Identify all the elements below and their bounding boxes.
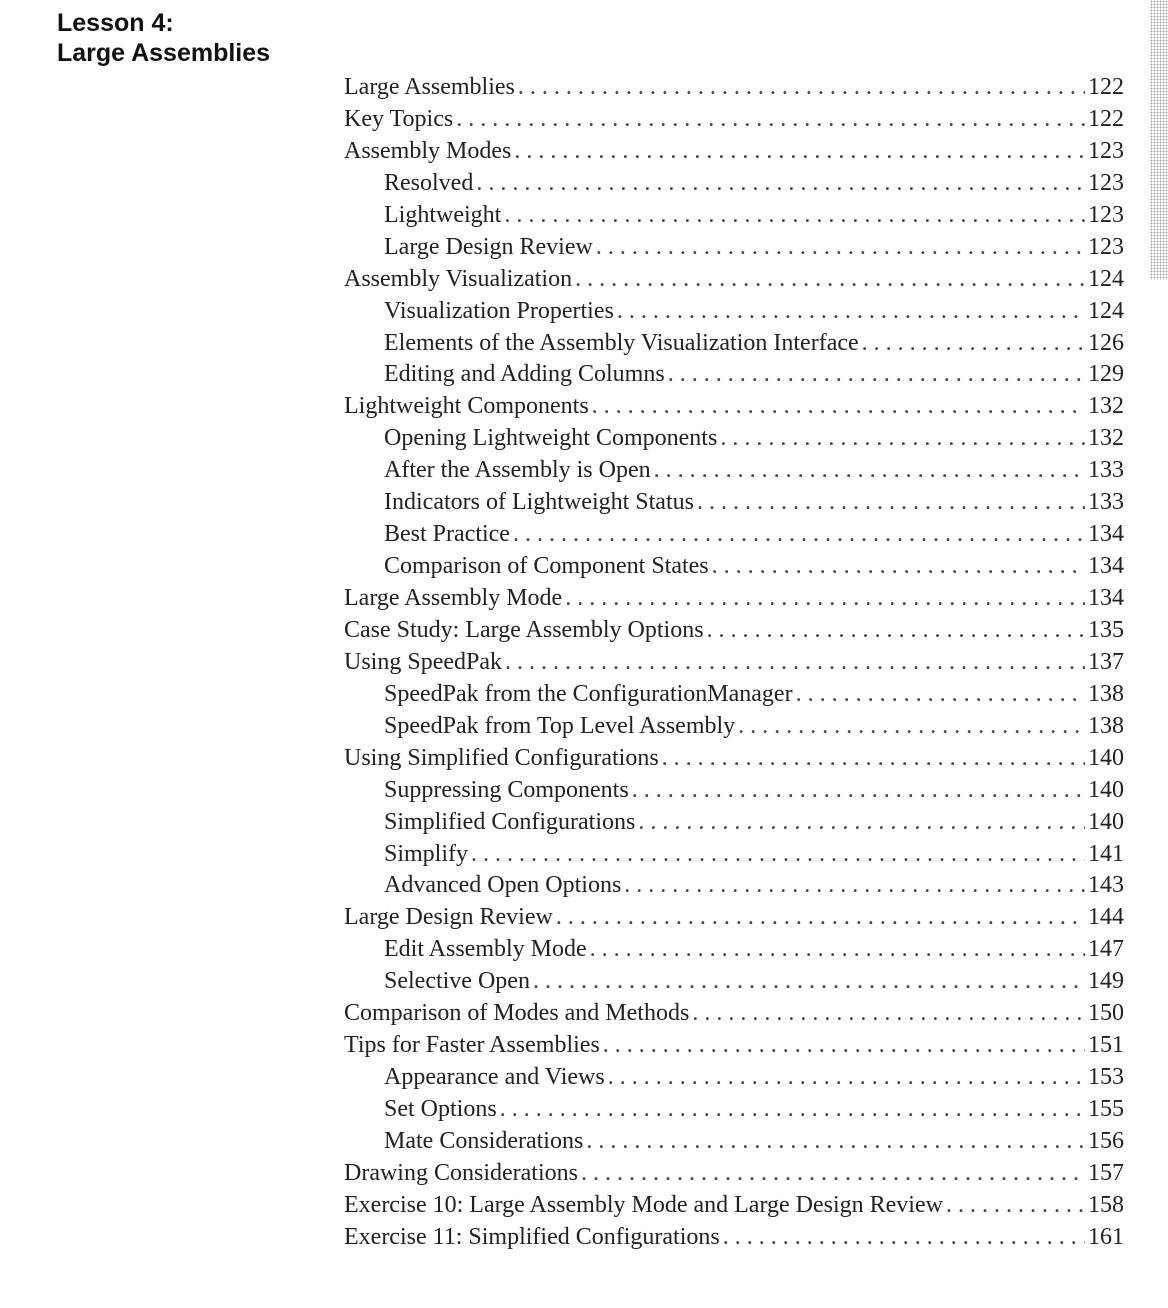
toc-entry-title: Tips for Faster Assemblies <box>344 1032 600 1059</box>
toc-entry-page-number: 124 <box>1088 297 1124 324</box>
toc-entry-title: Simplify <box>384 840 469 867</box>
toc-entry[interactable] <box>344 807 1124 839</box>
dot-leader <box>668 359 1085 391</box>
toc-entry-title: Opening Lightweight Components <box>384 425 718 452</box>
toc-entry-page-number: 123 <box>1088 201 1124 228</box>
dot-leader <box>592 391 1085 423</box>
toc-entry[interactable] <box>344 1190 1124 1222</box>
toc-entry-title: Exercise 10: Large Assembly Mode and Large Design Review <box>344 1191 943 1218</box>
toc-entry[interactable] <box>344 1222 1124 1254</box>
toc-entry-page-number: 157 <box>1088 1159 1124 1186</box>
toc-entry-page-number: 138 <box>1088 680 1124 707</box>
toc-entry-title: Large Assemblies <box>344 74 515 100</box>
toc-entry-page-number: 134 <box>1088 521 1124 548</box>
toc-entry[interactable] <box>344 870 1124 902</box>
dot-leader <box>513 519 1085 551</box>
toc-entry[interactable] <box>344 679 1124 711</box>
dot-leader <box>723 1222 1085 1254</box>
toc-entry-page-number: 141 <box>1088 840 1124 867</box>
toc-entry-title: Lightweight <box>384 201 502 228</box>
dot-leader <box>504 200 1085 232</box>
toc-entry-title: Case Study: Large Assembly Options <box>344 616 704 643</box>
toc-entry[interactable] <box>344 168 1124 200</box>
toc-entry[interactable] <box>344 264 1124 296</box>
toc-entry-page-number: 132 <box>1088 425 1124 452</box>
toc-entry-title: Large Design Review <box>344 904 553 931</box>
toc-entry-page-number: 153 <box>1088 1064 1124 1091</box>
toc-entry[interactable] <box>344 743 1124 775</box>
toc-entry-page-number: 134 <box>1088 553 1124 580</box>
toc-entry-page-number: 134 <box>1088 585 1124 611</box>
dot-leader <box>632 775 1085 807</box>
toc-entry-title: Elements of the Assembly Visualization Interface <box>384 329 859 356</box>
toc-entry-page-number: 150 <box>1088 1000 1124 1027</box>
toc-entry[interactable] <box>344 1158 1124 1190</box>
toc-entry-page-number: 155 <box>1088 1096 1124 1122</box>
toc-entry-title: Exercise 11: Simplified Configurations <box>344 1223 720 1250</box>
toc-entry[interactable] <box>344 934 1124 966</box>
toc-entry-page-number: 135 <box>1088 616 1124 643</box>
toc-entry-page-number: 143 <box>1088 872 1124 899</box>
dot-leader <box>697 487 1085 519</box>
toc-entry-page-number: 133 <box>1088 489 1124 516</box>
toc-entry-page-number: 151 <box>1088 1032 1124 1059</box>
toc-entry[interactable] <box>344 391 1124 423</box>
dot-leader <box>624 870 1085 902</box>
lesson-title: Large Assemblies <box>57 39 271 67</box>
dot-leader <box>565 583 1085 615</box>
dot-leader <box>738 711 1085 743</box>
dot-leader <box>707 615 1085 647</box>
toc-entry-title: Lightweight Components <box>344 393 589 420</box>
dot-leader <box>533 966 1085 998</box>
dot-leader <box>505 647 1085 679</box>
dot-leader <box>556 902 1085 934</box>
toc-entry-title: Assembly Visualization <box>344 265 573 292</box>
toc-entry[interactable] <box>344 615 1124 647</box>
toc-entry-page-number: 132 <box>1088 393 1124 420</box>
page-edge-shading <box>1150 0 1168 280</box>
toc-entry[interactable] <box>344 136 1124 168</box>
toc-entry-title: Drawing Considerations <box>344 1159 578 1186</box>
toc-entry-title: Indicators of Lightweight Status <box>384 489 694 516</box>
toc-entry[interactable] <box>344 966 1124 998</box>
dot-leader <box>692 998 1085 1030</box>
dot-leader <box>946 1190 1085 1222</box>
toc-entry-page-number: 124 <box>1088 265 1124 292</box>
toc-entry-page-number: 123 <box>1088 169 1124 196</box>
dot-leader <box>586 1126 1085 1158</box>
dot-leader <box>518 72 1085 104</box>
toc-entry-title: Editing and Adding Columns <box>384 361 665 388</box>
toc-entry-title: Large Assembly Mode <box>344 585 563 611</box>
toc-entry[interactable] <box>344 328 1124 360</box>
toc-entry[interactable] <box>344 775 1124 807</box>
dot-leader <box>476 168 1085 200</box>
toc-entry-page-number: 129 <box>1088 361 1124 388</box>
dot-leader <box>603 1030 1085 1062</box>
toc-entry-page-number: 126 <box>1088 329 1124 356</box>
lesson-heading <box>57 8 270 68</box>
toc-entry[interactable] <box>344 200 1124 232</box>
toc-entry-page-number: 144 <box>1088 904 1124 931</box>
toc-entry-page-number: 138 <box>1088 712 1124 739</box>
toc-entry-page-number: 140 <box>1088 776 1124 803</box>
toc-entry[interactable] <box>344 232 1124 264</box>
dot-leader <box>596 232 1085 264</box>
dot-leader <box>514 136 1085 168</box>
toc-entry-page-number: 158 <box>1088 1191 1124 1218</box>
table-of-contents <box>344 72 1124 1254</box>
dot-leader <box>575 264 1085 296</box>
toc-entry-title: Using Simplified Configurations <box>344 744 659 771</box>
toc-entry-title: Comparison of Component States <box>384 553 709 580</box>
dot-leader <box>617 296 1085 328</box>
toc-entry[interactable] <box>344 487 1124 519</box>
dot-leader <box>590 934 1085 966</box>
toc-entry-title: Comparison of Modes and Methods <box>344 1000 690 1027</box>
toc-entry-page-number: 149 <box>1088 968 1124 995</box>
toc-entry-page-number: 161 <box>1088 1223 1124 1250</box>
lesson-number: Lesson 4: <box>57 9 174 37</box>
toc-entry-title: Appearance and Views <box>384 1064 605 1091</box>
toc-entry-title: Selective Open <box>384 968 530 995</box>
dot-leader <box>862 328 1085 360</box>
toc-entry[interactable] <box>344 711 1124 743</box>
toc-entry[interactable] <box>344 1126 1124 1158</box>
toc-entry[interactable] <box>344 583 1124 615</box>
toc-entry-title: After the Assembly is Open <box>384 457 651 484</box>
toc-entry[interactable] <box>344 551 1124 583</box>
toc-entry-title: Best Practice <box>384 521 510 548</box>
toc-entry-page-number: 123 <box>1088 233 1124 260</box>
dot-leader <box>471 839 1085 871</box>
toc-entry-page-number: 147 <box>1088 936 1124 963</box>
toc-entry[interactable] <box>344 839 1124 871</box>
toc-entry-title: Using SpeedPak <box>344 648 502 675</box>
toc-entry-page-number: 122 <box>1088 105 1124 132</box>
toc-entry[interactable] <box>344 296 1124 328</box>
toc-entry-page-number: 133 <box>1088 457 1124 484</box>
dot-leader <box>608 1062 1085 1094</box>
toc-entry-page-number: 137 <box>1088 648 1124 675</box>
dot-leader <box>500 1094 1085 1126</box>
toc-entry-title: SpeedPak from Top Level Assembly <box>384 712 736 739</box>
toc-entry-title: Mate Considerations <box>384 1127 584 1154</box>
dot-leader <box>796 679 1085 711</box>
toc-entry[interactable] <box>344 647 1124 679</box>
toc-entry-title: Edit Assembly Mode <box>384 936 587 963</box>
toc-entry-page-number: 123 <box>1088 137 1124 164</box>
dot-leader <box>456 104 1085 136</box>
toc-entry[interactable] <box>344 104 1124 136</box>
toc-entry-title: Simplified Configurations <box>384 808 636 835</box>
toc-entry-title: Visualization Properties <box>384 297 614 324</box>
dot-leader <box>720 423 1085 455</box>
dot-leader <box>712 551 1085 583</box>
toc-entry[interactable] <box>344 423 1124 455</box>
toc-entry-title: Assembly Modes <box>344 137 512 164</box>
toc-entry-title: Set Options <box>384 1096 497 1122</box>
toc-entry-page-number: 122 <box>1088 74 1124 100</box>
toc-entry[interactable] <box>344 519 1124 551</box>
toc-entry-page-number: 156 <box>1088 1127 1124 1154</box>
dot-leader <box>638 807 1085 839</box>
toc-entry-page-number: 140 <box>1088 744 1124 771</box>
toc-entry[interactable] <box>344 72 1124 104</box>
toc-entry-title: SpeedPak from the ConfigurationManager <box>384 680 793 707</box>
toc-entry[interactable] <box>344 455 1124 487</box>
toc-entry-title: Advanced Open Options <box>384 872 622 899</box>
toc-entry[interactable] <box>344 998 1124 1030</box>
toc-entry-page-number: 140 <box>1088 808 1124 835</box>
toc-entry[interactable] <box>344 1062 1124 1094</box>
dot-leader <box>581 1158 1085 1190</box>
toc-entry-title: Resolved <box>384 169 474 196</box>
dot-leader <box>654 455 1085 487</box>
toc-entry-title: Suppressing Components <box>384 776 629 803</box>
toc-entry[interactable] <box>344 1030 1124 1062</box>
toc-entry[interactable] <box>344 902 1124 934</box>
toc-entry[interactable] <box>344 1094 1124 1126</box>
toc-entry-title: Key Topics <box>344 105 454 132</box>
toc-entry[interactable] <box>344 359 1124 391</box>
dot-leader <box>662 743 1085 775</box>
toc-entry-title: Large Design Review <box>384 233 593 260</box>
